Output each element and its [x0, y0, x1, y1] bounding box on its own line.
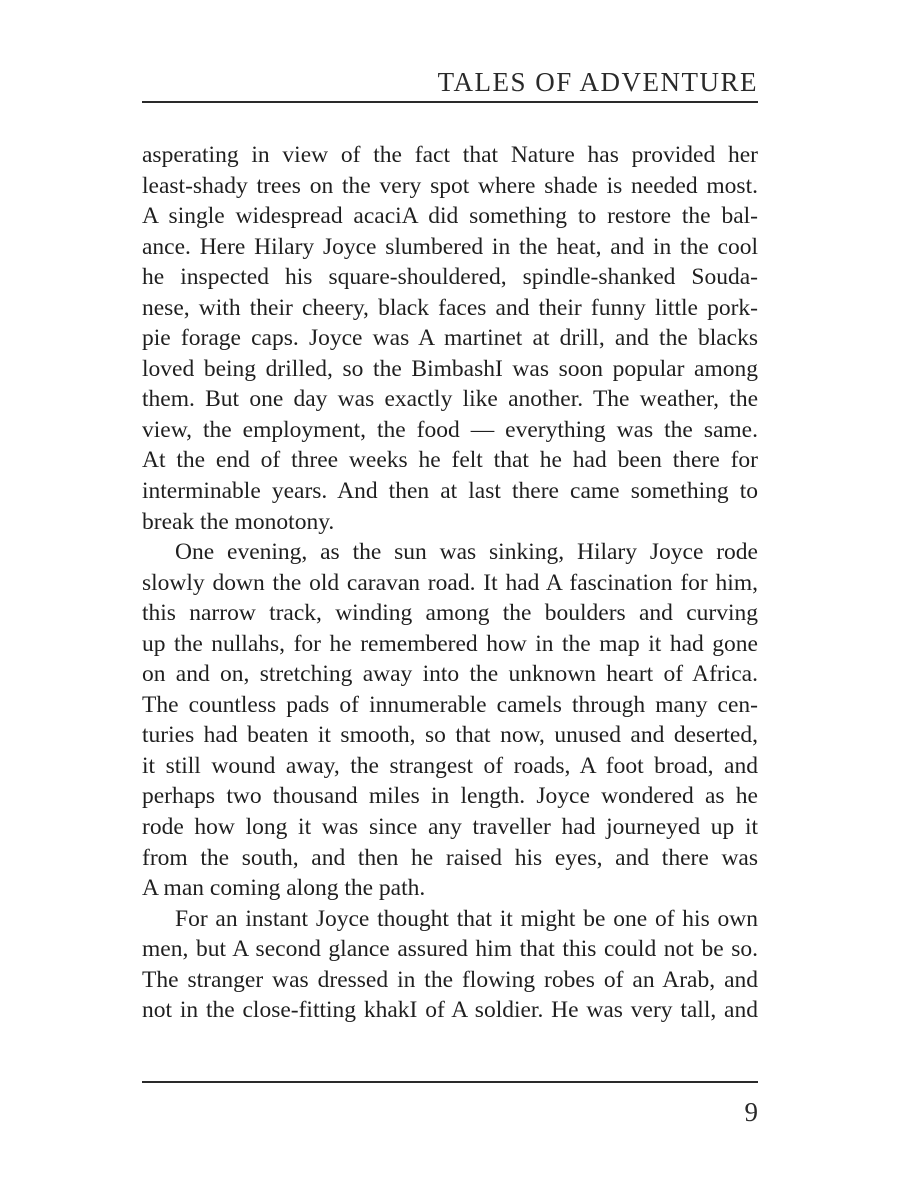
text-line: it still wound away, the strangest of roads, A foot broad, and: [142, 752, 758, 779]
text-line: perhaps two thousand miles in length. Joyce wondered as he: [142, 783, 758, 810]
text-line: view, the employment, the food — everything was the same.: [142, 416, 758, 443]
text-line: The stranger was dressed in the flowing robes of an Arab, and: [142, 966, 758, 993]
text-line: slowly down the old caravan road. It had A fascination for him,: [142, 569, 758, 596]
text-line: A single widespread acaciA did something to restore the bal-: [142, 203, 758, 230]
running-title: TALES OF ADVENTURE: [437, 67, 758, 97]
text-line: nese, with their cheery, black faces and their funny little pork-: [142, 294, 758, 321]
text-line: not in the close-fitting khakI of A soldier. He was very tall, and: [142, 997, 758, 1024]
text-line: up the nullahs, for he remembered how in the map it had gone: [142, 630, 758, 657]
text-line: For an instant Joyce thought that it might be one of his own: [175, 905, 758, 932]
text-line: rode how long it was since any traveller had journeyed up it: [142, 814, 758, 841]
text-line: this narrow track, winding among the boulders and curving: [142, 600, 758, 627]
page-number: 9: [744, 1097, 758, 1127]
text-line: asperating in view of the fact that Nature has provided her: [142, 142, 758, 168]
text-line: least-shady trees on the very spot where shade is needed most.: [142, 172, 758, 199]
text-line: A man coming along the path.: [142, 875, 426, 902]
text-line: break the monotony.: [142, 508, 335, 535]
text-line: pie forage caps. Joyce was A martinet at drill, and the blacks: [142, 325, 758, 352]
text-line: men, but A second glance assured him that this could not be so.: [142, 936, 758, 963]
text-line: At the end of three weeks he felt that he had been there for: [142, 447, 758, 474]
header-rule: [142, 101, 758, 103]
footer-rule: [142, 1081, 758, 1083]
text-line: The countless pads of innumerable camels through many cen-: [142, 691, 758, 718]
text-line: turies had beaten it smooth, so that now, unused and deserted,: [142, 722, 758, 749]
text-line: loved being drilled, so the BimbashI was soon popular among: [142, 355, 758, 382]
text-line: One evening, as the sun was sinking, Hilary Joyce rode: [175, 539, 758, 566]
text-line: from the south, and then he raised his eyes, and there was: [142, 844, 758, 871]
text-line: them. But one day was exactly like another. The weather, the: [142, 386, 758, 413]
text-line: on and on, stretching away into the unknown heart of Africa.: [142, 661, 758, 688]
text-line: he inspected his square-shouldered, spindle-shanked Souda-: [142, 264, 758, 291]
text-line: ance. Here Hilary Joyce slumbered in the heat, and in the cool: [142, 233, 758, 260]
body-text: [142, 140, 758, 1026]
text-line: interminable years. And then at last there came something to: [142, 478, 758, 505]
